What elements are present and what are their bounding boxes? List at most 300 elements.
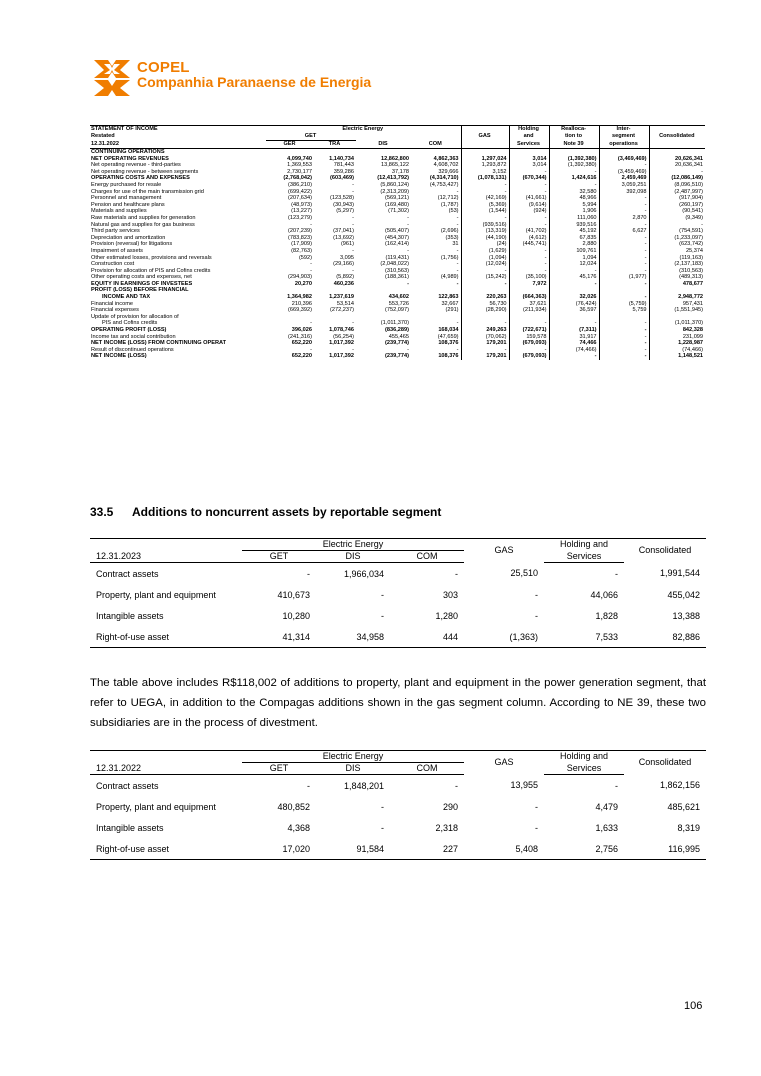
services-header-2023: Services [544,551,624,563]
income-cell: - [509,169,549,176]
income-cell: 12,024 [549,261,599,268]
income-cell: - [549,182,599,189]
income-cell: 249,263 [461,327,509,334]
gas-header: GAS [461,133,509,141]
income-cell: 37,621 [509,301,549,308]
income-cell: 168,034 [438,327,459,334]
income-cell: (291) [445,307,459,314]
additions-2022-rows [90,775,706,860]
income-row [90,235,705,242]
income-row-label: EQUITY IN EARNINGS OF INVESTEES [91,280,193,287]
income-cell: - [456,320,459,327]
income-cell: 122,863 [438,294,459,301]
income-cell: - [310,320,312,327]
value-cell: 2,756 [544,838,624,860]
table-row [90,563,706,585]
realloc-header-2: tion to [549,133,599,141]
income-cell: (5,860,124) [380,181,409,188]
income-cell: 957,431 [649,301,705,308]
income-cell: 74,466 [549,340,599,347]
income-cell: - [352,320,354,327]
income-cell [509,149,549,156]
inter-header-3: operations [599,141,649,149]
income-row [90,340,705,347]
electric-energy-header-2022: Electric Energy [242,751,464,763]
value-cell: - [381,801,384,812]
income-cell: 32,026 [549,294,599,301]
income-row-label: Natural gas and supplies for gas business [91,221,195,228]
consolidated-header-2022: Consolidated [624,751,706,775]
income-row [90,202,705,209]
dis-header-2022: DIS [316,763,390,775]
income-cell: 3,095 [340,254,354,261]
income-cell: (3,459,469) [599,169,649,176]
income-cell: (2,048,022) [380,261,409,268]
income-cell: (71,302) [388,208,409,215]
income-cell: - [549,320,599,327]
gas-header-2022: GAS [464,751,544,775]
income-cell: (207,634) [288,195,312,202]
income-row-label: NET INCOME (LOSS) FROM CONTINUING OPERAT [91,340,227,347]
income-row-label: OPERATING PROFIT (LOSS) [91,327,167,334]
income-cell: (353) [445,234,459,241]
value-cell: 1,991,544 [659,568,701,579]
income-cell: (1,551,945) [649,307,705,314]
income-cell: 1,424,616 [549,175,599,182]
income-rows [90,149,705,361]
section-heading [90,505,441,519]
table-row [90,605,706,626]
income-cell: - [407,280,409,287]
value-cell: 290 [442,801,459,812]
value-cell: - [381,589,384,600]
income-cell: 1,906 [549,208,599,215]
value-cell: 34,958 [316,626,390,648]
income-cell [649,287,705,294]
income-cell: - [352,346,354,353]
income-cell [461,314,509,321]
income-row-label: Provision for allocation of PIS and Cofins credits [91,267,211,274]
income-date: 12.31.2022 [90,141,266,149]
additions-2023-rows [90,563,706,648]
income-cell: - [509,182,549,189]
income-row-label: Net operating revenue - between segments [91,168,199,175]
value-cell: 4,368 [287,822,310,833]
date-2023: 12.31.2023 [90,551,242,563]
income-cell: - [456,188,459,195]
income-cell: (2,768,042) [283,175,312,182]
income-cell: - [310,267,312,274]
income-cell: 31,917 [549,334,599,341]
income-cell: 2,880 [549,241,599,248]
row-label: Intangible assets [96,822,164,833]
income-cell: - [352,214,354,221]
income-row-label: Depreciation and amortization [91,234,166,241]
income-cell: - [649,169,705,176]
income-cell: (207,239) [288,228,312,235]
income-cell: - [509,268,549,275]
income-cell: (1,078,131) [461,175,509,182]
income-row [90,169,705,176]
page-number: 106 [684,1000,703,1012]
income-row-label: Net operating revenue - third-parties [91,162,181,169]
income-cell [356,287,411,294]
income-cell: 25,374 [649,248,705,255]
value-cell: - [535,589,539,600]
income-row [90,314,705,321]
income-cell: (12,413,792) [377,175,409,182]
income-cell: 434,602 [388,294,409,301]
income-cell: (272,237) [330,307,354,314]
income-cell: (8,096,510) [649,182,705,189]
income-row-label: NET INCOME (LOSS) [91,353,147,360]
value-cell: - [535,801,539,812]
income-cell: (188,361) [385,274,409,281]
income-row-label: Energy purchased for resale [91,181,162,188]
row-label: Contract assets [96,568,159,579]
income-cell: - [599,222,649,229]
income-cell: - [649,222,705,229]
income-cell: 1,237,619 [329,294,354,301]
income-cell: 3,059,251 [599,182,649,189]
income-cell: (752,097) [385,307,409,314]
income-cell: (76,424) [549,301,599,308]
income-cell: - [461,281,509,288]
income-cell: (53) [448,208,459,215]
income-cell: - [599,268,649,275]
income-cell: (7,311) [549,327,599,334]
company-name: COPEL [137,59,190,76]
income-cell: (961) [340,241,354,248]
tra-header: TRA [314,141,356,149]
income-cell: (35,100) [509,274,549,281]
income-cell: (454,307) [385,234,409,241]
income-cell: (1,011,370) [380,320,409,327]
income-cell: (1,544) [461,208,509,215]
income-cell: 45,192 [549,228,599,235]
income-cell [411,149,461,156]
income-cell: (445,741) [509,241,549,248]
income-cell: (29,166) [333,261,354,268]
income-cell: (603,469) [330,175,354,182]
value-cell: 444 [390,626,464,648]
income-cell: (4,612) [509,235,549,242]
income-cell: (1,787) [440,201,459,208]
income-row-label: Income tax and social contribution [91,333,176,340]
income-cell: 1,017,392 [329,340,354,347]
restated-label: Restated [91,133,115,140]
income-cell: - [310,346,312,353]
income-row [90,149,705,156]
income-cell: (56,254) [333,333,354,340]
income-cell: (1,392,380) [549,156,599,163]
income-row [90,274,705,281]
income-cell: 108,376 [438,353,459,360]
income-cell: - [509,255,549,262]
income-cell: - [599,327,649,334]
inter-header-1: Inter- [599,126,649,134]
income-cell: (260,197) [649,202,705,209]
income-cell: - [310,261,312,268]
income-row-label: PIS and Cofins credits [102,320,158,327]
income-cell: (5,759) [599,301,649,308]
income-cell [314,287,356,294]
table-row [90,584,706,605]
income-cell: 7,972 [509,281,549,288]
income-cell: 45,176 [549,274,599,281]
income-row [90,208,705,215]
income-cell [599,287,649,294]
realloc-header-1: Realloca- [549,126,599,134]
section-number: 33.5 [90,505,114,519]
value-cell: - [535,822,539,833]
income-cell: 210,396 [291,300,312,307]
income-cell: (162,414) [385,241,409,248]
income-row-label: Materials and supplies [91,208,147,215]
income-cell: (239,774) [385,353,409,360]
value-cell: - [455,568,459,579]
income-cell: (241,316) [288,333,312,340]
income-cell: (37,041) [333,228,354,235]
income-cell: - [509,189,549,196]
income-cell: (1,233,097) [649,235,705,242]
value-cell: 303 [442,589,459,600]
value-cell: - [535,610,539,621]
income-cell: 1,369,553 [287,162,312,169]
income-row [90,281,705,288]
income-cell: 1,228,987 [649,340,705,347]
income-cell: (294,903) [288,274,312,281]
income-cell: (1,011,370) [649,320,705,327]
income-cell [549,287,599,294]
income-row [90,195,705,202]
income-cell [649,314,705,321]
holding-header-2023: Holding and [544,539,624,551]
income-cell: - [352,247,354,254]
com-header-2023: COM [390,551,464,563]
income-cell [649,149,705,156]
income-cell: - [352,267,354,274]
income-row-label: Provision (reversal) for litigations [91,241,173,248]
income-row-label: PROFIT (LOSS) BEFORE FINANCIAL [91,287,189,294]
income-cell: (1,977) [599,274,649,281]
income-row [90,241,705,248]
income-row-label: Third party services [91,228,140,235]
value-cell: (1,363) [464,626,544,648]
income-statement-table [90,125,705,360]
value-cell: 17,020 [242,838,316,860]
income-cell: (15,242) [461,274,509,281]
income-row-label: Other estimated losses, provisions and reversals [91,254,212,261]
income-cell: (211,934) [509,307,549,314]
income-cell: (239,774) [385,340,409,347]
income-cell: (28,290) [461,307,509,314]
income-row [90,255,705,262]
income-cell: (44,190) [461,235,509,242]
value-cell: 485,621 [667,801,701,812]
income-cell: 396,026 [291,327,312,334]
income-cell [599,149,649,156]
income-cell: 179,201 [461,340,509,347]
gas-header-2023: GAS [464,539,544,563]
income-cell: 108,376 [438,340,459,347]
income-cell: (119,431) [385,254,409,261]
row-label: Right-of-use asset [90,626,242,648]
income-cell: - [456,346,459,353]
income-cell: 1,364,982 [287,294,312,301]
income-cell: (722,671) [509,327,549,334]
income-cell: (3,469,469) [599,156,649,163]
income-cell: (5,892) [336,274,354,281]
income-row [90,294,705,301]
income-cell: (13,227) [291,208,312,215]
income-cell: - [456,280,459,287]
income-cell: 3,152 [461,169,509,176]
income-cell: 179,201 [461,353,509,360]
income-cell: (5,369) [461,202,509,209]
income-cell: (699,422) [288,188,312,195]
income-cell: 359,286 [333,168,354,175]
value-cell: - [381,822,384,833]
income-row [90,334,705,341]
consolidated-header-2023: Consolidated [624,539,706,563]
income-cell: - [461,268,509,275]
income-cell: - [549,353,599,360]
value-cell: - [615,780,619,791]
row-label: Right-of-use asset [90,838,242,860]
income-row [90,320,705,327]
income-row [90,327,705,334]
income-cell: (386,210) [288,181,312,188]
income-cell: 2,870 [599,215,649,222]
income-cell: 13,865,122 [381,162,409,169]
value-cell: 91,584 [316,838,390,860]
realloc-header-3: Note 39 [549,141,599,149]
value-cell: 1,848,201 [343,780,384,791]
income-cell: (42,169) [461,195,509,202]
income-cell: 37,178 [391,168,409,175]
electric-energy-header-2023: Electric Energy [242,539,464,551]
income-row [90,182,705,189]
income-cell: (123,279) [288,214,312,221]
income-cell [314,314,356,321]
section-title: Additions to noncurrent assets by reportable segment [132,505,442,519]
value-cell: 8,319 [677,822,701,833]
income-row-label: Charges for use of the main transmission grid [91,188,204,195]
com-header: COM [411,141,461,149]
income-cell: 56,730 [461,301,509,308]
value-cell: 116,995 [624,838,706,860]
income-cell: (664,363) [509,294,549,301]
income-row-label: Pension and healthcare plans [91,201,165,208]
income-cell: (569,121) [385,195,409,202]
income-row-label: NET OPERATING REVENUES [91,155,169,162]
income-cell: (1,094) [461,255,509,262]
date-2022: 12.31.2022 [90,763,242,775]
income-cell: (679,093) [509,353,549,360]
income-cell: (9,349) [649,215,705,222]
value-cell: 1,828 [595,610,619,621]
row-label: Property, plant and equipment [96,801,216,812]
value-cell: 41,314 [242,626,316,648]
income-cell: - [599,195,649,202]
income-cell: 53,514 [336,300,354,307]
income-row-label: Construction cost [91,261,135,268]
copel-logo-icon [92,58,132,98]
income-row [90,175,705,182]
income-cell: 109,761 [549,248,599,255]
table-row [90,796,706,817]
income-cell: (836,289) [385,327,409,334]
income-cell: (679,093) [509,340,549,347]
income-cell: (82,763) [291,247,312,254]
table-row [90,838,706,860]
income-cell: (2,137,183) [649,261,705,268]
income-cell: 20,626,341 [649,156,705,163]
income-row [90,307,705,314]
income-cell: (74,466) [649,347,705,354]
income-row-label: OPERATING COSTS AND EXPENSES [91,175,190,182]
income-row [90,301,705,308]
income-cell: 478,677 [649,281,705,288]
income-cell: 159,578 [509,334,549,341]
income-cell: (310,563) [649,268,705,275]
income-cell: 1,293,872 [461,162,509,169]
income-cell: (669,392) [288,307,312,314]
value-cell: 480,852 [277,801,310,812]
electric-energy-header: Electric Energy [266,126,461,134]
income-cell [461,287,509,294]
income-cell: (2,487,997) [649,189,705,196]
gas-header-spacer [461,126,509,134]
income-row [90,248,705,255]
income-cell: - [407,247,409,254]
income-cell: (13,319) [461,228,509,235]
income-row-label: INCOME AND TAX [102,294,151,301]
income-cell: (1,629) [461,248,509,255]
income-row [90,228,705,235]
income-cell: - [407,214,409,221]
income-cell: 2,459,469 [599,175,649,182]
get-header: GET [266,133,356,141]
income-cell: 5,759 [599,307,649,314]
income-row-label: Financial expenses [91,307,139,314]
value-cell: 1,633 [595,822,619,833]
income-cell: 1,094 [549,255,599,262]
income-cell: (48,973) [291,201,312,208]
value-cell: - [381,610,384,621]
income-cell [509,314,549,321]
income-cell: 460,236 [333,280,354,287]
value-cell: 455,042 [667,589,701,600]
income-cell: (5,297) [336,208,354,215]
income-cell: - [456,247,459,254]
income-row-label: Raw materials and supplies for generation [91,214,196,221]
row-label: Contract assets [96,780,159,791]
get-header-2022: GET [242,763,316,775]
income-cell: 553,726 [388,300,409,307]
income-cell: 3,014 [509,156,549,163]
additions-2023-table [90,538,706,648]
income-cell: (754,591) [649,228,705,235]
income-cell: - [407,346,409,353]
holding-header-2022: Holding and [544,751,624,763]
income-cell: 67,835 [549,235,599,242]
income-cell: (13,692) [333,234,354,241]
income-cell: - [599,261,649,268]
table-row [90,626,706,648]
income-cell: (2,696) [440,228,459,235]
